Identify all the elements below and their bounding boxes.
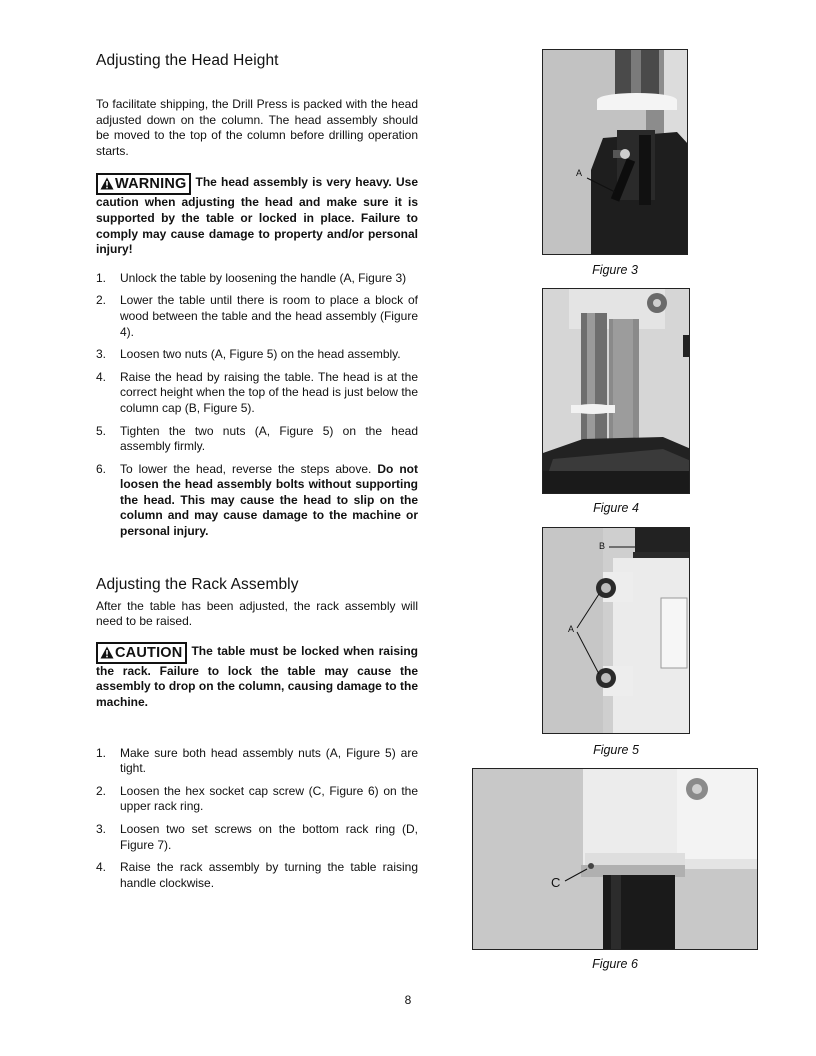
list-item: 6. To lower the head, reverse the steps above. Do not loosen the head assembly bolts without supporting the head. This may cause the head to slip on the column and may cause damage to the machine or personal injury. (96, 461, 418, 539)
figure-5-caption: Figure 5 (593, 743, 639, 757)
caution-badge (96, 642, 187, 664)
figure-6-photo (472, 768, 758, 950)
figure-5-label-a: A (568, 624, 575, 634)
warning-notice (96, 173, 418, 257)
list-item: 5. Tighten the two nuts (A, Figure 5) on the head assembly firmly. (96, 423, 418, 454)
page-number: 8 (404, 993, 412, 1007)
list-item: 2. Lower the table until there is room to place a block of wood between the table and the head assembly (Figure 4). (96, 293, 418, 339)
warning-text: The head assembly is very heavy. Use caution when adjusting the head and make sure it is supported by the table or locked in place. Failure to comply may cause damage to property and/or personal injury! (96, 175, 418, 257)
section-heading-head-height: Adjusting the Head Height (96, 52, 279, 69)
head-height-steps (96, 271, 418, 540)
warning-badge (96, 173, 191, 195)
list-item: 4. Raise the head by raising the table. The head is at the correct height when the top of the head is just below the column cap (B, Figure 5). (96, 369, 418, 415)
figure-3-photo (542, 49, 688, 255)
list-item: 1. Unlock the table by loosening the handle (A, Figure 3) (96, 270, 407, 285)
rack-intro-paragraph: After the table has been adjusted, the rack assembly will need to be raised. (96, 598, 418, 629)
list-item: 4. Raise the rack assembly by turning the table raising handle clockwise. (96, 860, 418, 890)
caution-notice (96, 642, 418, 711)
list-item: 2. Loosen the hex socket cap screw (C, Figure 6) on the upper rack ring. (96, 783, 418, 814)
figure-6-label-c: C (551, 875, 561, 890)
list-item: 3. Loosen two nuts (A, Figure 5) on the head assembly. (96, 347, 401, 362)
text-column (96, 52, 418, 891)
intro-paragraph: To facilitate shipping, the Drill Press is packed with the head adjusted down on the column. The head assembly should be moved to the top of the column before drilling operation starts. (96, 97, 418, 158)
warning-triangle-icon (100, 177, 114, 190)
rack-assembly-steps (96, 746, 418, 892)
figure-3-caption: Figure 3 (592, 263, 638, 277)
caution-text: The table must be locked when raising the rack. Failure to lock the table may cause the assembly to drop on the column, causing damage to the machine. (96, 643, 418, 710)
figure-4-caption: Figure 4 (593, 501, 639, 515)
caution-triangle-icon (100, 646, 114, 659)
figure-4-photo (542, 288, 690, 494)
list-item: 1. Make sure both head assembly nuts (A, Figure 5) are tight. (96, 745, 418, 776)
section-heading-rack-assembly: Adjusting the Rack Assembly (96, 575, 299, 593)
caution-badge-label: CAUTION (115, 644, 183, 661)
list-item: 3. Loosen two set screws on the bottom rack ring (D, Figure 7). (96, 822, 418, 852)
warning-badge-label: WARNING (115, 176, 187, 193)
figure-6-caption: Figure 6 (592, 957, 638, 971)
figure-5-photo (542, 527, 690, 734)
figure-3-label-a: A (576, 168, 583, 178)
figure-5-label-b: B (599, 541, 606, 551)
